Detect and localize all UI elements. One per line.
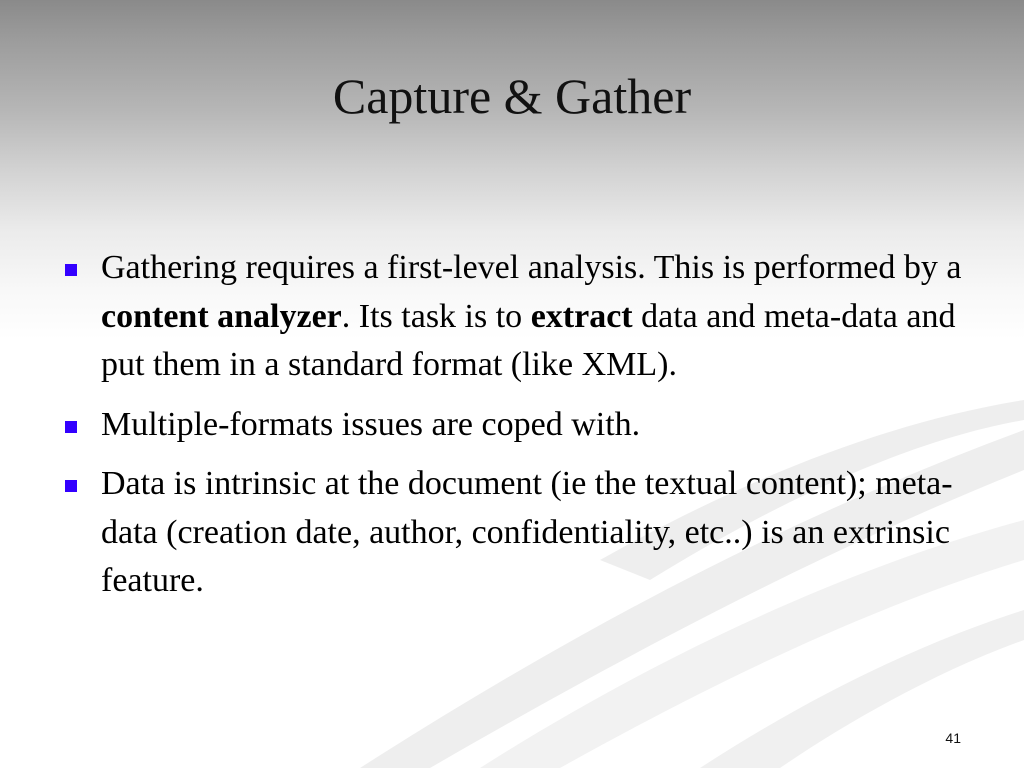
bullet-text: Gathering requires a first-level analysis. This is performed by a content analyzer. Its task is to extract data and meta-data and put them in a standard format (like XML). [101,249,962,383]
page-number: 41 [945,730,961,746]
bullet-item [62,401,962,450]
bullet-item [62,460,962,606]
bullet-text: Data is intrinsic at the document (ie the textual content); meta-data (creation date, author, confidentiality, etc..) is an extrinsic feature. [101,465,953,599]
bullet-list [62,244,962,617]
square-bullet-icon [65,480,77,492]
bold-term: extract [530,297,633,335]
slide-title: Capture & Gather [332,68,692,124]
square-bullet-icon [65,421,77,433]
bold-term: content analyzer [101,297,342,335]
bullet-item [62,244,962,390]
bullet-text: Multiple-formats issues are coped with. [101,405,641,443]
square-bullet-icon [65,264,77,276]
